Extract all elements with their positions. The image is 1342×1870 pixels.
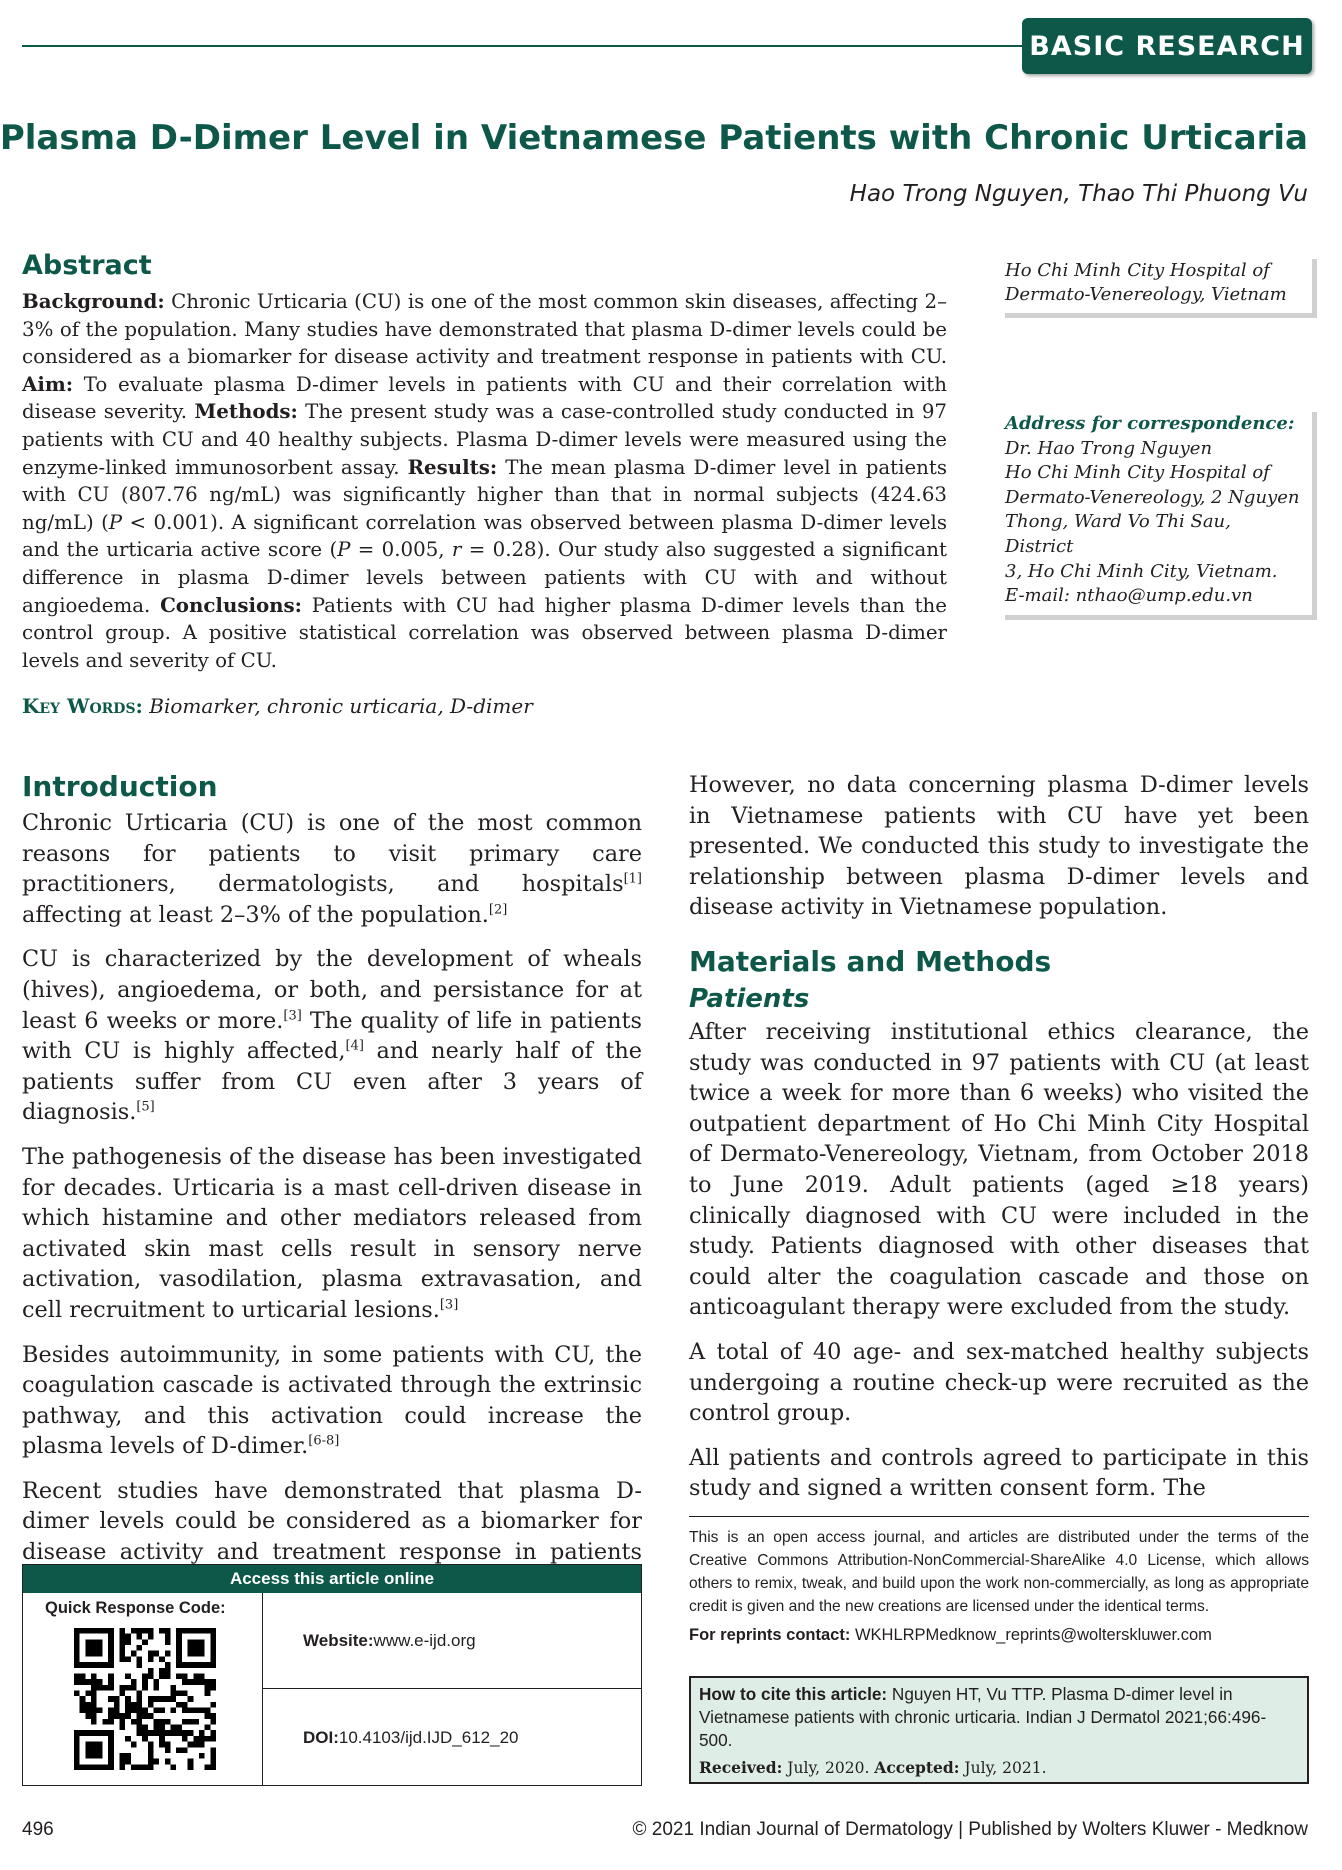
received-value: July, 2020. bbox=[782, 1759, 875, 1777]
citation-ref[interactable]: [4] bbox=[345, 1038, 364, 1054]
affiliation-line: Dermato-Venereology, Vietnam bbox=[1005, 284, 1287, 305]
qr-label: Quick Response Code: bbox=[45, 1599, 226, 1617]
intro-text: CU is characterized by the development of wheals (hives), angioedema, or both, and persistance for at least 6 weeks or more. bbox=[22, 946, 642, 1034]
citation-ref[interactable]: [2] bbox=[488, 902, 508, 918]
abstract-results-text-3: = 0.005, bbox=[350, 538, 452, 562]
citation-value: Nguyen HT, Vu TTP. Plasma D-dimer level in Vietnamese patients with chronic urticaria. Indian J Dermatol 2021;66:496-500. bbox=[699, 1684, 1267, 1750]
intro-paragraph bbox=[22, 944, 642, 1128]
abstract-results-text-4: = 0.28). Our study also suggested a significant difference in plasma D-dimer levels between patients with CU with and without angioedema. bbox=[22, 538, 947, 617]
citation-ref[interactable]: [1] bbox=[623, 871, 642, 887]
intro-paragraph bbox=[22, 1340, 642, 1462]
citation-ref[interactable]: [6-8] bbox=[308, 1433, 340, 1449]
introduction-heading: Introduction bbox=[22, 770, 218, 803]
correspondence-line: 3, Ho Chi Minh City, Vietnam. bbox=[1005, 560, 1278, 582]
abstract-background-text: Chronic Urticaria (CU) is one of the most common skin diseases, affecting 2–3% of the population. Many studies have demonstrated that plasma D-dimer levels could be considered as a biomarker for disease activity and treatment response in patients with CU. bbox=[22, 290, 947, 369]
citation-ref[interactable]: [3] bbox=[439, 1297, 459, 1313]
website-label: Website: bbox=[303, 1630, 374, 1650]
intro-paragraph bbox=[22, 808, 642, 930]
methods-paragraph: After receiving institutional ethics clearance, the study was conducted in 97 patients with CU (at least twice a week for more than 6 weeks) who visited the outpatient department of Ho Chi Minh City Hospital of Dermato-Venereology, Vietnam, from October 2018 to June 2019. Adult patients (aged ≥18 years) clinically diagnosed with CU were included in the study. Patients diagnosed with other diseases that could alter the coagulation cascade and those on anticoagulant therapy were excluded from the study. bbox=[689, 1018, 1309, 1321]
reprints-email[interactable]: WKHLRPMedknow_reprints@wolterskluwer.com bbox=[850, 1626, 1212, 1644]
abstract-p-symbol: P bbox=[337, 538, 351, 562]
correspondence-box bbox=[1005, 412, 1317, 620]
website-cell bbox=[263, 1593, 641, 1689]
abstract-body bbox=[22, 288, 947, 674]
copyright: © 2021 Indian Journal of Dermatology | Published by Wolters Kluwer - Medknow bbox=[632, 1819, 1308, 1840]
correspondence-line: Dr. Hao Trong Nguyen bbox=[1005, 437, 1213, 459]
keywords-text: Biomarker, chronic urticaria, D-dimer bbox=[142, 694, 533, 718]
abstract-conclusions-label: Conclusions: bbox=[160, 592, 302, 617]
methods-paragraph: A total of 40 age- and sex-matched healthy subjects undergoing a routine check-up were recruited as the control group. bbox=[689, 1338, 1309, 1427]
citation-ref[interactable]: [5] bbox=[136, 1099, 155, 1115]
intro-text: Besides autoimmunity, in some patients with CU, the coagulation cascade is activated through the extrinsic pathway, and this activation could increase the plasma levels of D-dimer. bbox=[22, 1341, 642, 1460]
reprints-label: For reprints contact: bbox=[689, 1626, 851, 1644]
keywords-label: Key Words: bbox=[22, 694, 143, 718]
website-link[interactable]: www.e-ijd.org bbox=[373, 1630, 476, 1650]
intro-text: The quality of life in patients with CU is highly affected, bbox=[22, 1007, 642, 1065]
accepted-value: July, 2021. bbox=[959, 1759, 1047, 1777]
received-label: Received: bbox=[699, 1758, 783, 1777]
methods-heading: Materials and Methods bbox=[689, 944, 1052, 978]
license-note: This is an open access journal, and articles are distributed under the terms of the Creative Commons Attribution-NonCommercial-ShareAlike 4.0 License, which allows others to remix, tweak, and build upon the work non-commercially, as long as appropriate credit is given and the new creations are licensed under the identical terms. bbox=[689, 1529, 1309, 1615]
authors: Hao Trong Nguyen, Thao Thi Phuong Vu bbox=[849, 181, 1308, 207]
abstract-r-symbol: r bbox=[451, 538, 462, 562]
correspondence-line: Dermato-Venereology, 2 Nguyen bbox=[1005, 486, 1300, 508]
access-header: Access this article online bbox=[23, 1565, 641, 1593]
intro-paragraph: However, no data concerning plasma D-dimer levels in Vietnamese patients with CU have yet been presented. We conducted this study to investigate the relationship between plasma D-dimer levels and disease activity in Vietnamese population. bbox=[689, 772, 1309, 921]
reprints-contact bbox=[689, 1626, 1212, 1645]
patients-subheading: Patients bbox=[689, 983, 810, 1014]
correspondence-email[interactable]: E-mail: nthao@ump.edu.vn bbox=[1005, 585, 1253, 607]
top-rule bbox=[22, 45, 1024, 47]
correspondence-line: Ho Chi Minh City Hospital of bbox=[1005, 462, 1270, 484]
doi-label: DOI: bbox=[303, 1727, 339, 1747]
affiliation-line: Ho Chi Minh City Hospital of bbox=[1005, 260, 1270, 281]
abstract-methods-text: The present study was a case-controlled study conducted in 97 patients with CU and 40 healthy subjects. Plasma D-dimer levels were measured using the enzyme-linked immunosorbent assay. bbox=[22, 400, 947, 479]
keywords bbox=[22, 694, 533, 718]
abstract-results-text-1: The mean plasma D-dimer level in patients with CU (807.76 ng/mL) was significantly higher than that in normal subjects (424.63 ng/mL) ( bbox=[22, 455, 947, 534]
citation-label: How to cite this article: bbox=[699, 1684, 888, 1704]
footnote-rule bbox=[689, 1516, 1309, 1517]
correspondence-title: Address for correspondence: bbox=[1005, 413, 1295, 434]
abstract-results-text-2: < 0.001). A significant correlation was observed between plasma D-dimer levels and the urticaria active score ( bbox=[22, 510, 947, 562]
intro-text: and nearly half of the patients suffer from CU even after 3 years of diagnosis. bbox=[22, 1038, 642, 1126]
abstract-methods-label: Methods: bbox=[194, 399, 298, 424]
abstract-aim-text: To evaluate plasma D-dimer levels in patients with CU and their correlation with disease severity. bbox=[22, 372, 947, 424]
intro-text: Recent studies have demonstrated that plasma D-dimer levels could be considered as a biomarker for disease activity and treatment response in patients bbox=[22, 1477, 642, 1566]
received-dates bbox=[699, 1758, 1299, 1777]
qr-code-icon[interactable] bbox=[74, 1628, 216, 1770]
article-title: Plasma D-Dimer Level in Vietnamese Patients with Chronic Urticaria bbox=[0, 118, 1308, 158]
citation-box bbox=[689, 1676, 1309, 1784]
intro-text: affecting at least 2–3% of the population. bbox=[22, 901, 489, 928]
section-badge: BASIC RESEARCH bbox=[1022, 18, 1312, 74]
abstract-p-symbol: P bbox=[108, 510, 123, 534]
methods-paragraph: All patients and controls agreed to participate in this study and signed a written consent form. The bbox=[689, 1444, 1309, 1502]
citation-ref[interactable]: [3] bbox=[283, 1008, 302, 1024]
abstract-conclusions-text: Patients with CU had higher plasma D-dimer levels than the control group. A positive statistical correlation was observed between plasma D-dimer levels and severity of CU. bbox=[22, 593, 947, 672]
intro-paragraph bbox=[22, 1142, 642, 1326]
abstract-results-label: Results: bbox=[407, 454, 498, 479]
intro-text: Chronic Urticaria (CU) is one of the most common reasons for patients to visit primary care practitioners, dermatologists, and hospitals bbox=[22, 810, 642, 898]
intro-text: The pathogenesis of the disease has been investigated for decades. Urticaria is a mast cell-driven disease in which histamine and other mediators released from activated skin mast cells result in sensory nerve activation, vasodilation, plasma extravasation, and cell recruitment to urticarial lesions. bbox=[22, 1143, 642, 1323]
abstract-heading: Abstract bbox=[22, 250, 152, 281]
right-column bbox=[689, 770, 1309, 1518]
correspondence-line: Thong, Ward Vo Thi Sau, District bbox=[1005, 511, 1231, 557]
accepted-label: Accepted: bbox=[874, 1758, 960, 1777]
affiliation-box bbox=[1005, 259, 1317, 318]
page-number: 496 bbox=[22, 1819, 54, 1840]
abstract-background-label: Background: bbox=[22, 289, 165, 313]
doi-cell bbox=[263, 1689, 641, 1786]
abstract-aim-label: Aim: bbox=[22, 371, 74, 396]
qr-cell bbox=[23, 1593, 263, 1786]
left-column bbox=[22, 770, 642, 1612]
citation-text bbox=[699, 1683, 1299, 1752]
access-online-box bbox=[22, 1564, 642, 1786]
doi-link[interactable]: 10.4103/ijd.IJD_612_20 bbox=[338, 1727, 519, 1747]
